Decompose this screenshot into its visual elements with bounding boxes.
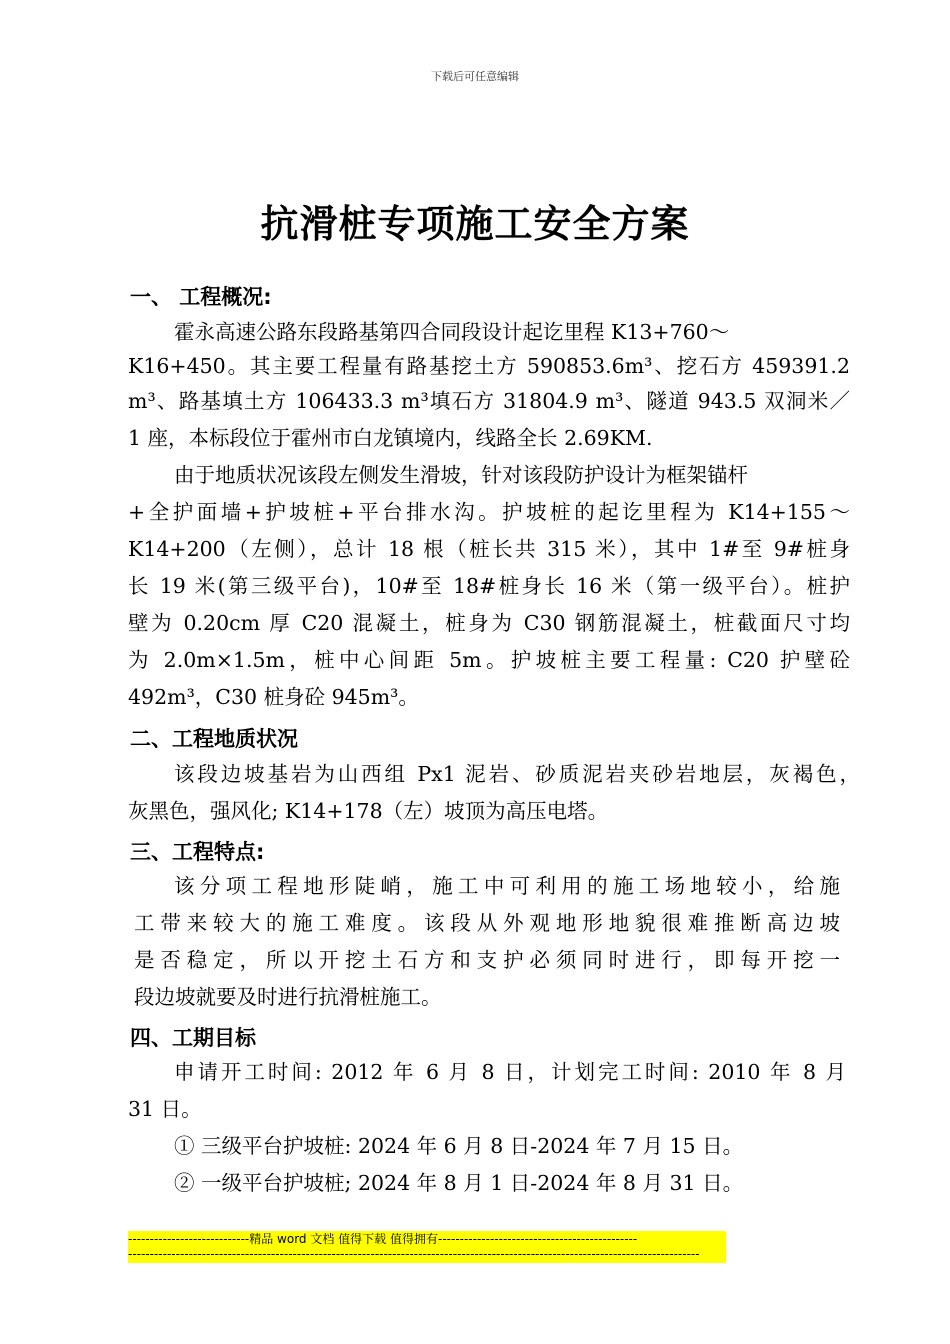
paragraph-line: 是否稳定，所以开挖土石方和支护必须同时进行，即每开挖一 <box>134 948 840 972</box>
paragraph-line: K16+450。其主要工程量有路基挖土方 590853.6m³、挖石方 459391.2 <box>128 354 850 378</box>
footer-line-2: ------------------------------------------------------------------------------------------------------------------------------------ <box>128 1247 700 1261</box>
paragraph-line: 长 19 米(第三级平台)，10#至 18#桩身长 16 米（第一级平台）。桩护 <box>128 574 850 598</box>
document-title: 抗滑桩专项施工安全方案 <box>260 202 690 246</box>
paragraph-line: 该段边坡基岩为山西组 Px1 泥岩、砂质泥岩夹砂岩地层，灰褐色， <box>174 762 860 786</box>
paragraph-line: 该分项工程地形陡峭，施工中可利用的施工场地较小，给施 <box>174 874 840 898</box>
paragraph-line: +全护面墙+护坡桩+平台排水沟。护坡桩的起讫里程为 K14+155～ <box>128 500 850 524</box>
footer-line-1: ----------------------------精品 word 文档 值得下载 值得拥有---------------------------------------------- <box>128 1232 638 1246</box>
paragraph-line: 申请开工时间: 2012 年 6 月 8 日，计划完工时间: 2010 年 8 月 <box>174 1060 846 1084</box>
paragraph-line: K14+200（左侧），总计 18 根（桩长共 315 米），其中 1#至 9#桩身 <box>128 537 850 561</box>
section-heading-4: 四、工期目标 <box>130 1026 256 1050</box>
list-item: ② 一级平台护坡桩; 2024 年 8 月 1 日-2024 年 8 月 31 日。 <box>174 1171 744 1195</box>
paragraph-line: 492m³，C30 桩身砼 945m³。 <box>128 685 419 709</box>
paragraph-line: 为 2.0m×1.5m，桩中心间距 5m。护坡桩主要工程量: C20 护壁砼 <box>128 648 850 672</box>
paragraph-line: 由于地质状况该段左侧发生滑坡，针对该段防护设计为框架锚杆 <box>174 463 748 487</box>
header-note: 下载后可任意编辑 <box>431 70 519 83</box>
footer-banner <box>128 1231 726 1263</box>
paragraph-line: 灰黑色，强风化; K14+178（左）坡顶为高压电塔。 <box>128 799 609 823</box>
list-item: ① 三级平台护坡桩: 2024 年 6 月 8 日-2024 年 7 月 15 日。 <box>174 1134 744 1158</box>
section-heading-3: 三、工程特点: <box>130 840 265 864</box>
paragraph-line: 31 日。 <box>128 1097 202 1121</box>
paragraph-line: 霍永高速公路东段路基第四合同段设计起讫里程 K13+760～ <box>174 320 730 344</box>
section-heading-2: 二、工程地质状况 <box>130 727 298 751</box>
paragraph-line: 段边坡就要及时进行抗滑桩施工。 <box>134 985 442 1009</box>
paragraph-line: m³、路基填土方 106433.3 m³填石方 31804.9 m³、隧道 943.5 双洞米／ <box>128 389 850 413</box>
paragraph-line: 工带来较大的施工难度。该段从外观地形地貌很难推断高边坡 <box>134 911 840 935</box>
paragraph-line: 1 座，本标段位于霍州市白龙镇境内，线路全长 2.69KM. <box>128 426 653 450</box>
paragraph-line: 壁为 0.20cm 厚 C20 混凝土，桩身为 C30 钢筋混凝土，桩截面尺寸均 <box>128 611 850 635</box>
section-heading-1: 一、 工程概况: <box>130 285 272 309</box>
